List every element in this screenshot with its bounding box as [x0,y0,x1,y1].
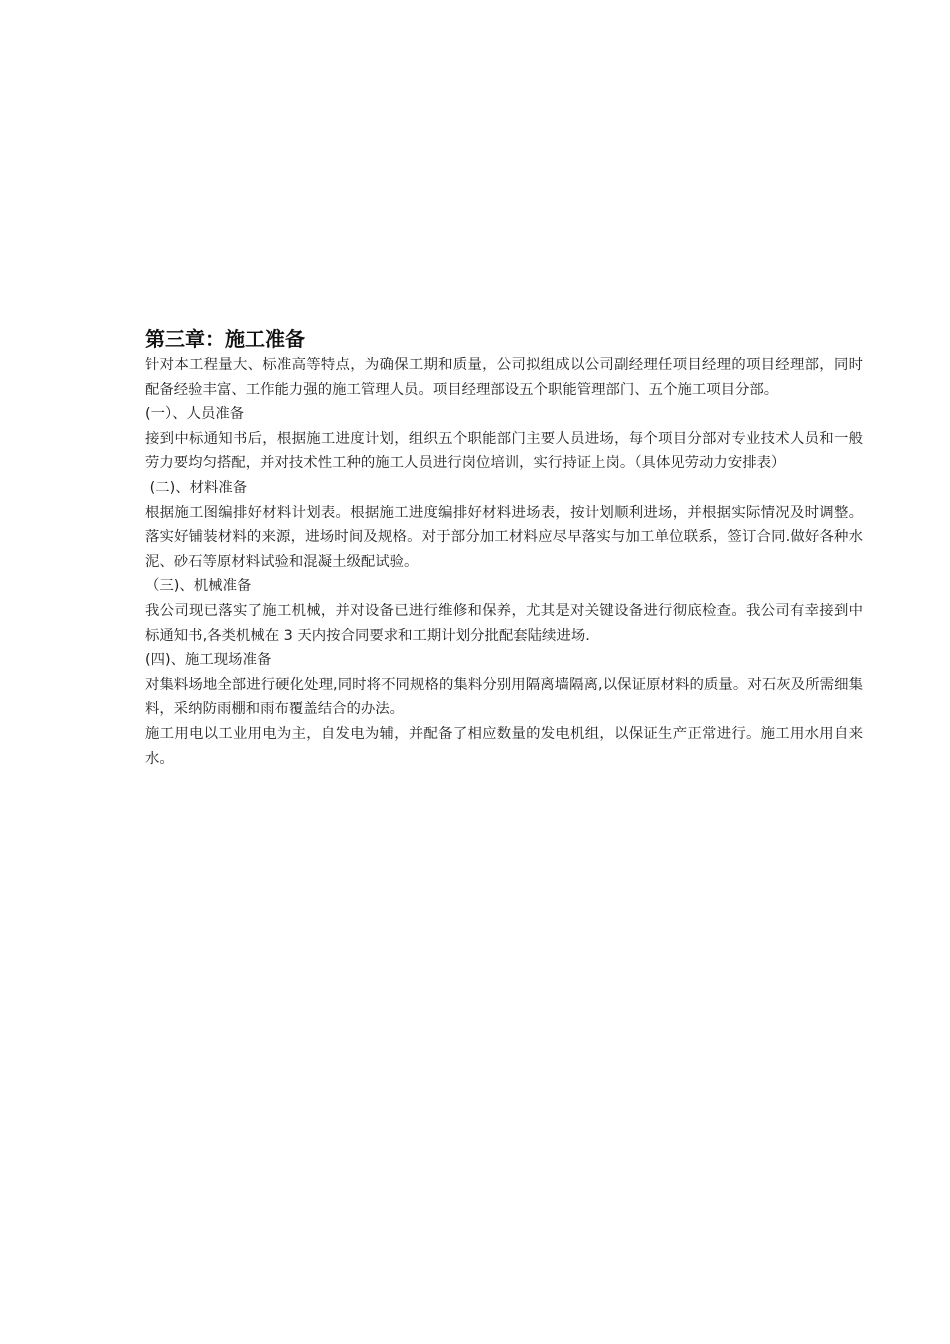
section-paragraph-machinery: 我公司现已落实了施工机械，并对设备已进行维修和保养，尤其是对关键设备进行彻底检查。我公司有幸接到中标通知书,各类机械在 3 天内按合同要求和工期计划分批配套陆续进场. [145,602,863,644]
section-heading-personnel: (一）、人员准备 [145,406,245,423]
section-heading-materials: (二)、材料准备 [145,479,248,496]
section-paragraph-personnel: 接到中标通知书后，根据施工进度计划，组织五个职能部门主要人员进场，每个项目分部对专业技术人员和一般劳力要均匀搭配，并对技术性工种的施工人员进行岗位培训，实行持证上岗。（具体见劳动力安排表） [145,430,863,472]
intro-paragraph: 针对本工程量大、标准高等特点，为确保工期和质量，公司拟组成以公司副经理任项目经理的项目经理部，同时配备经验丰富、工作能力强的施工管理人员。项目经理部设五个职能管理部门、五个施工项目分部。 [145,357,863,398]
chapter-title: 第三章：施工准备 [145,327,305,351]
section-heading-site: (四)、施工现场准备 [145,652,272,669]
section-paragraph-site-aggregate: 对集料场地全部进行硬化处理,同时将不同规格的集料分别用隔离墙隔离,以保证原材料的质量。对石灰及所需细集料，采纳防雨棚和雨布覆盖结合的办法。 [145,676,863,718]
section-paragraph-site-utilities: 施工用电以工业用电为主，自发电为辅，并配备了相应数量的发电机组，以保证生产正常进行。施工用水用自来水。 [145,725,863,767]
document-body [145,325,863,771]
section-paragraph-materials: 根据施工图编排好材料计划表。根据施工进度编排好材料进场表，按计划顺利进场，并根据实际情况及时调整。落实好铺装材料的来源，进场时间及规格。对于部分加工材料应尽早落实与加工单位联系，签订合同.做好各种水泥、砂石等原材料试验和混凝土级配试验。 [145,504,863,570]
section-heading-machinery: （三)、机械准备 [145,578,252,595]
